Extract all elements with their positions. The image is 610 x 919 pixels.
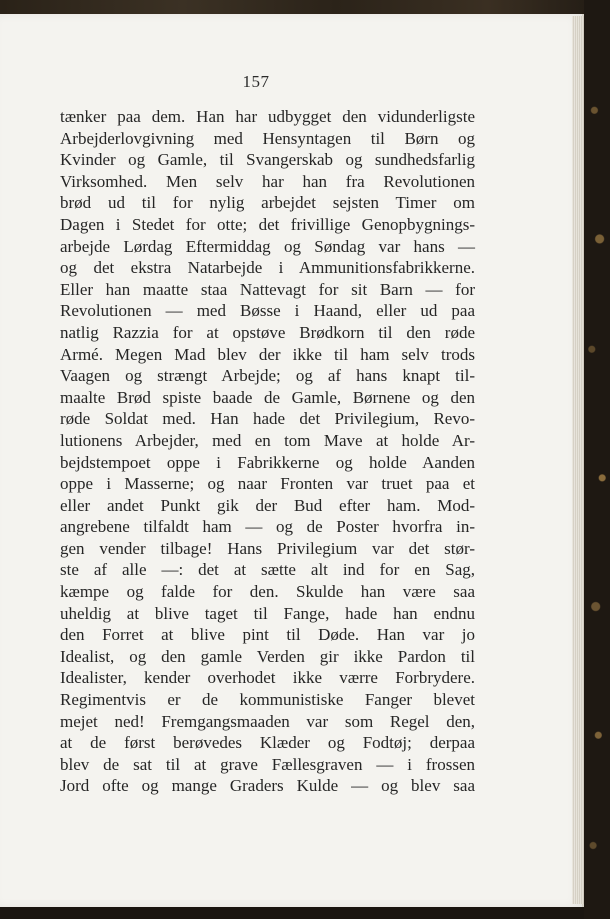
text-line: tænker paa dem. Han har udbygget den vidunderligste xyxy=(60,107,475,126)
text-line: Jord ofte og mange Graders Kulde — og blev saa xyxy=(60,776,475,796)
text-line: ste af alle —: det at sætte alt ind for en Sag, xyxy=(60,560,475,580)
text-line: Dagen i Stedet for otte; det frivillige Genopbygnings- xyxy=(60,214,475,234)
text-line: maalte Brød spiste baade de Gamle, Børnene og den xyxy=(60,387,475,407)
book-cover-marbled-edge xyxy=(584,0,610,919)
text-line: brød ud til for nylig arbejdet sejsten Timer om xyxy=(60,193,475,213)
text-line: gen vender tilbage! Hans Privilegium var det stør- xyxy=(60,538,475,558)
text-line: uheldig at blive taget til Fange, hade han endnu xyxy=(60,603,475,623)
text-line: angrebene tilfaldt ham — og de Poster hvorfra in- xyxy=(60,517,475,537)
text-line: Kvinder og Gamle, til Svangerskab og sundhedsfarlig xyxy=(60,150,475,170)
text-line: natlig Razzia for at opstøve Brødkorn til den røde xyxy=(60,322,475,342)
text-line: mejet ned! Fremgangsmaaden var som Regel den, xyxy=(60,711,475,731)
text-line: Virksomhed. Men selv har han fra Revolutionen xyxy=(60,171,475,191)
text-line: røde Soldat med. Han hade det Privilegium, Revo- xyxy=(60,409,475,429)
page-stack-edge xyxy=(572,16,584,904)
text-line: oppe i Masserne; og naar Fronten var truet paa et xyxy=(60,474,475,494)
body-text xyxy=(60,106,475,797)
text-line: Revolutionen — med Bøsse i Haand, eller ud paa xyxy=(60,301,475,321)
text-line: blev de sat til at grave Fællesgraven — i frossen xyxy=(60,754,475,774)
text-line: Arbejderlovgivning med Hensyntagen til Børn og xyxy=(60,128,475,148)
text-line: den Forret at blive pint til Døde. Han var jo xyxy=(60,625,475,645)
text-line: eller andet Punkt gik der Bud efter ham. Mod- xyxy=(60,495,475,515)
book-cover-top-edge xyxy=(0,0,610,14)
text-line: lutionens Arbejder, med en tom Mave at holde Ar- xyxy=(60,430,475,450)
page-number: 157 xyxy=(242,72,270,91)
text-line: arbejde Lørdag Eftermiddag og Søndag var hans — xyxy=(60,236,475,256)
text-line: Eller han maatte staa Nattevagt for sit Barn — for xyxy=(60,279,475,299)
text-line: og det ekstra Natarbejde i Ammunitionsfabrikkerne. xyxy=(60,258,475,278)
text-line: bejdstempoet oppe i Fabrikkerne og holde Aanden xyxy=(60,452,475,472)
text-line: at de først berøvedes Klæder og Fodtøj; derpaa xyxy=(60,733,475,753)
text-line: Vaagen og strængt Arbejde; og af hans knapt til- xyxy=(60,366,475,386)
text-line: Armé. Megen Mad blev der ikke til ham selv trods xyxy=(60,344,475,364)
text-line: Idealister, kender overhodet ikke værre Forbrydere. xyxy=(60,668,475,688)
text-line: Idealist, og den gamle Verden gir ikke Pardon til xyxy=(60,646,475,666)
text-line: kæmpe og falde for den. Skulde han være saa xyxy=(60,582,475,602)
text-line: Regimentvis er de kommunistiske Fanger blevet xyxy=(60,690,475,710)
